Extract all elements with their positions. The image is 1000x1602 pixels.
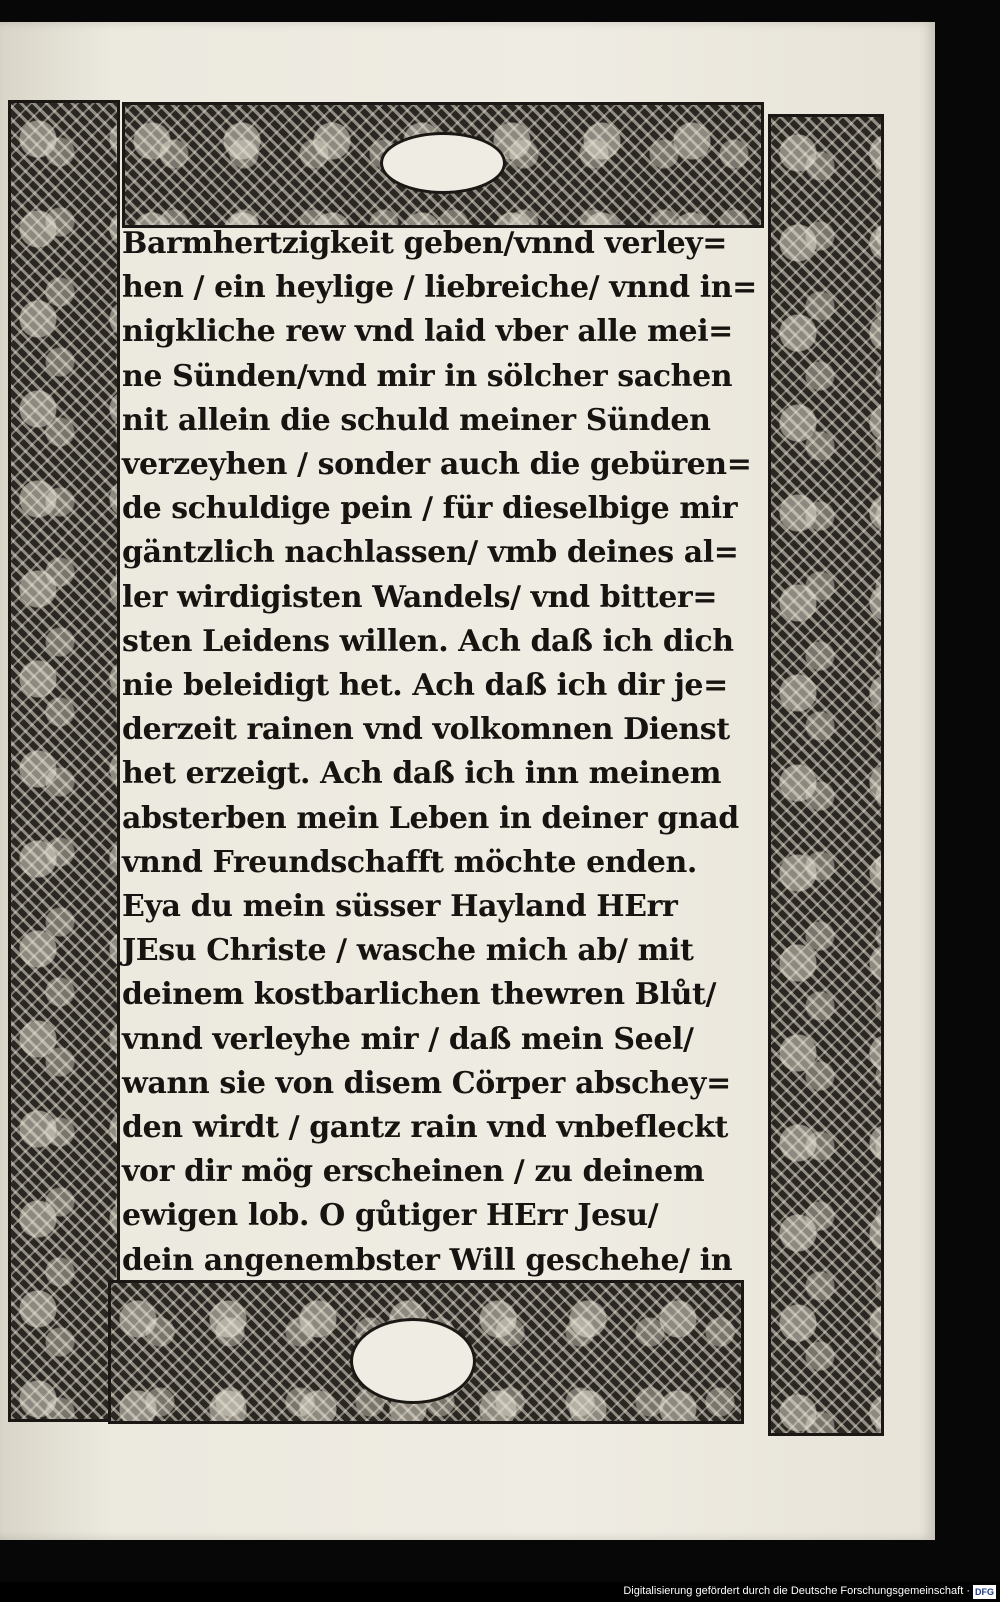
text-line: verzeyhen / sonder auch die gebüren=: [122, 447, 752, 483]
text-line: nigkliche rew vnd laid vber alle mei=: [122, 314, 733, 350]
text-line: JEsu Christe / wasche mich ab/ mit: [122, 933, 694, 969]
text-line: ewigen lob. O gůtiger HErr Jesu/: [122, 1198, 659, 1234]
text-line: de schuldige pein / für dieselbige mir: [122, 491, 738, 527]
text-line: wann sie von disem Cörper abschey=: [122, 1065, 731, 1101]
text-line: absterben mein Leben in deiner gnad: [122, 800, 739, 836]
text-line: derzeit rainen vnd volkomnen Dienst: [122, 712, 730, 748]
ornament-medallion-bottom: [350, 1318, 476, 1404]
text-line: ne Sünden/vnd mir in sölcher sachen: [122, 358, 733, 394]
text-line: vnnd Freundschafft möchte enden.: [122, 844, 697, 880]
text-line: vnnd verleyhe mir / daß mein Seel/: [122, 1021, 694, 1057]
text-line: sten Leidens willen. Ach daß ich dich: [122, 623, 734, 659]
text-line: Eya du mein süsser Hayland HErr: [122, 889, 678, 925]
text-line: nit allein die schuld meiner Sünden: [122, 402, 711, 438]
funding-notice: Digitalisierung gefördert durch die Deutsche Forschungsgemeinschaft ·: [623, 1585, 970, 1597]
text-line: Barmhertzigkeit geben/vnnd verley=: [122, 226, 728, 261]
book-page: [0, 22, 935, 1540]
text-line: den wirdt / gantz rain vnd vnbefleckt: [122, 1110, 728, 1146]
page-text: [122, 222, 758, 1282]
text-line: vor dir mög erscheinen / zu deinem: [122, 1154, 705, 1190]
text-line: deinem kostbarlichen thewren Blůt/: [122, 977, 717, 1013]
text-line: het erzeigt. Ach daß ich inn meinem: [122, 756, 722, 792]
footer-bar: [0, 1582, 1000, 1602]
ornament-medallion-top: [380, 132, 506, 194]
text-line: dein angenembster Will geschehe/ in: [122, 1242, 733, 1278]
text-line: nie beleidigt het. Ach daß ich dir je=: [122, 668, 728, 704]
woodcut-border-left: [8, 100, 120, 1422]
text-line: gäntzlich nachlassen/ vmb deines al=: [122, 535, 739, 571]
woodcut-border-right: [768, 114, 884, 1436]
dfg-logo: DFG: [975, 1587, 994, 1597]
text-line: hen / ein heylige / liebreiche/ vnnd in=: [122, 270, 757, 306]
text-line: ler wirdigisten Wandels/ vnd bitter=: [122, 579, 718, 615]
